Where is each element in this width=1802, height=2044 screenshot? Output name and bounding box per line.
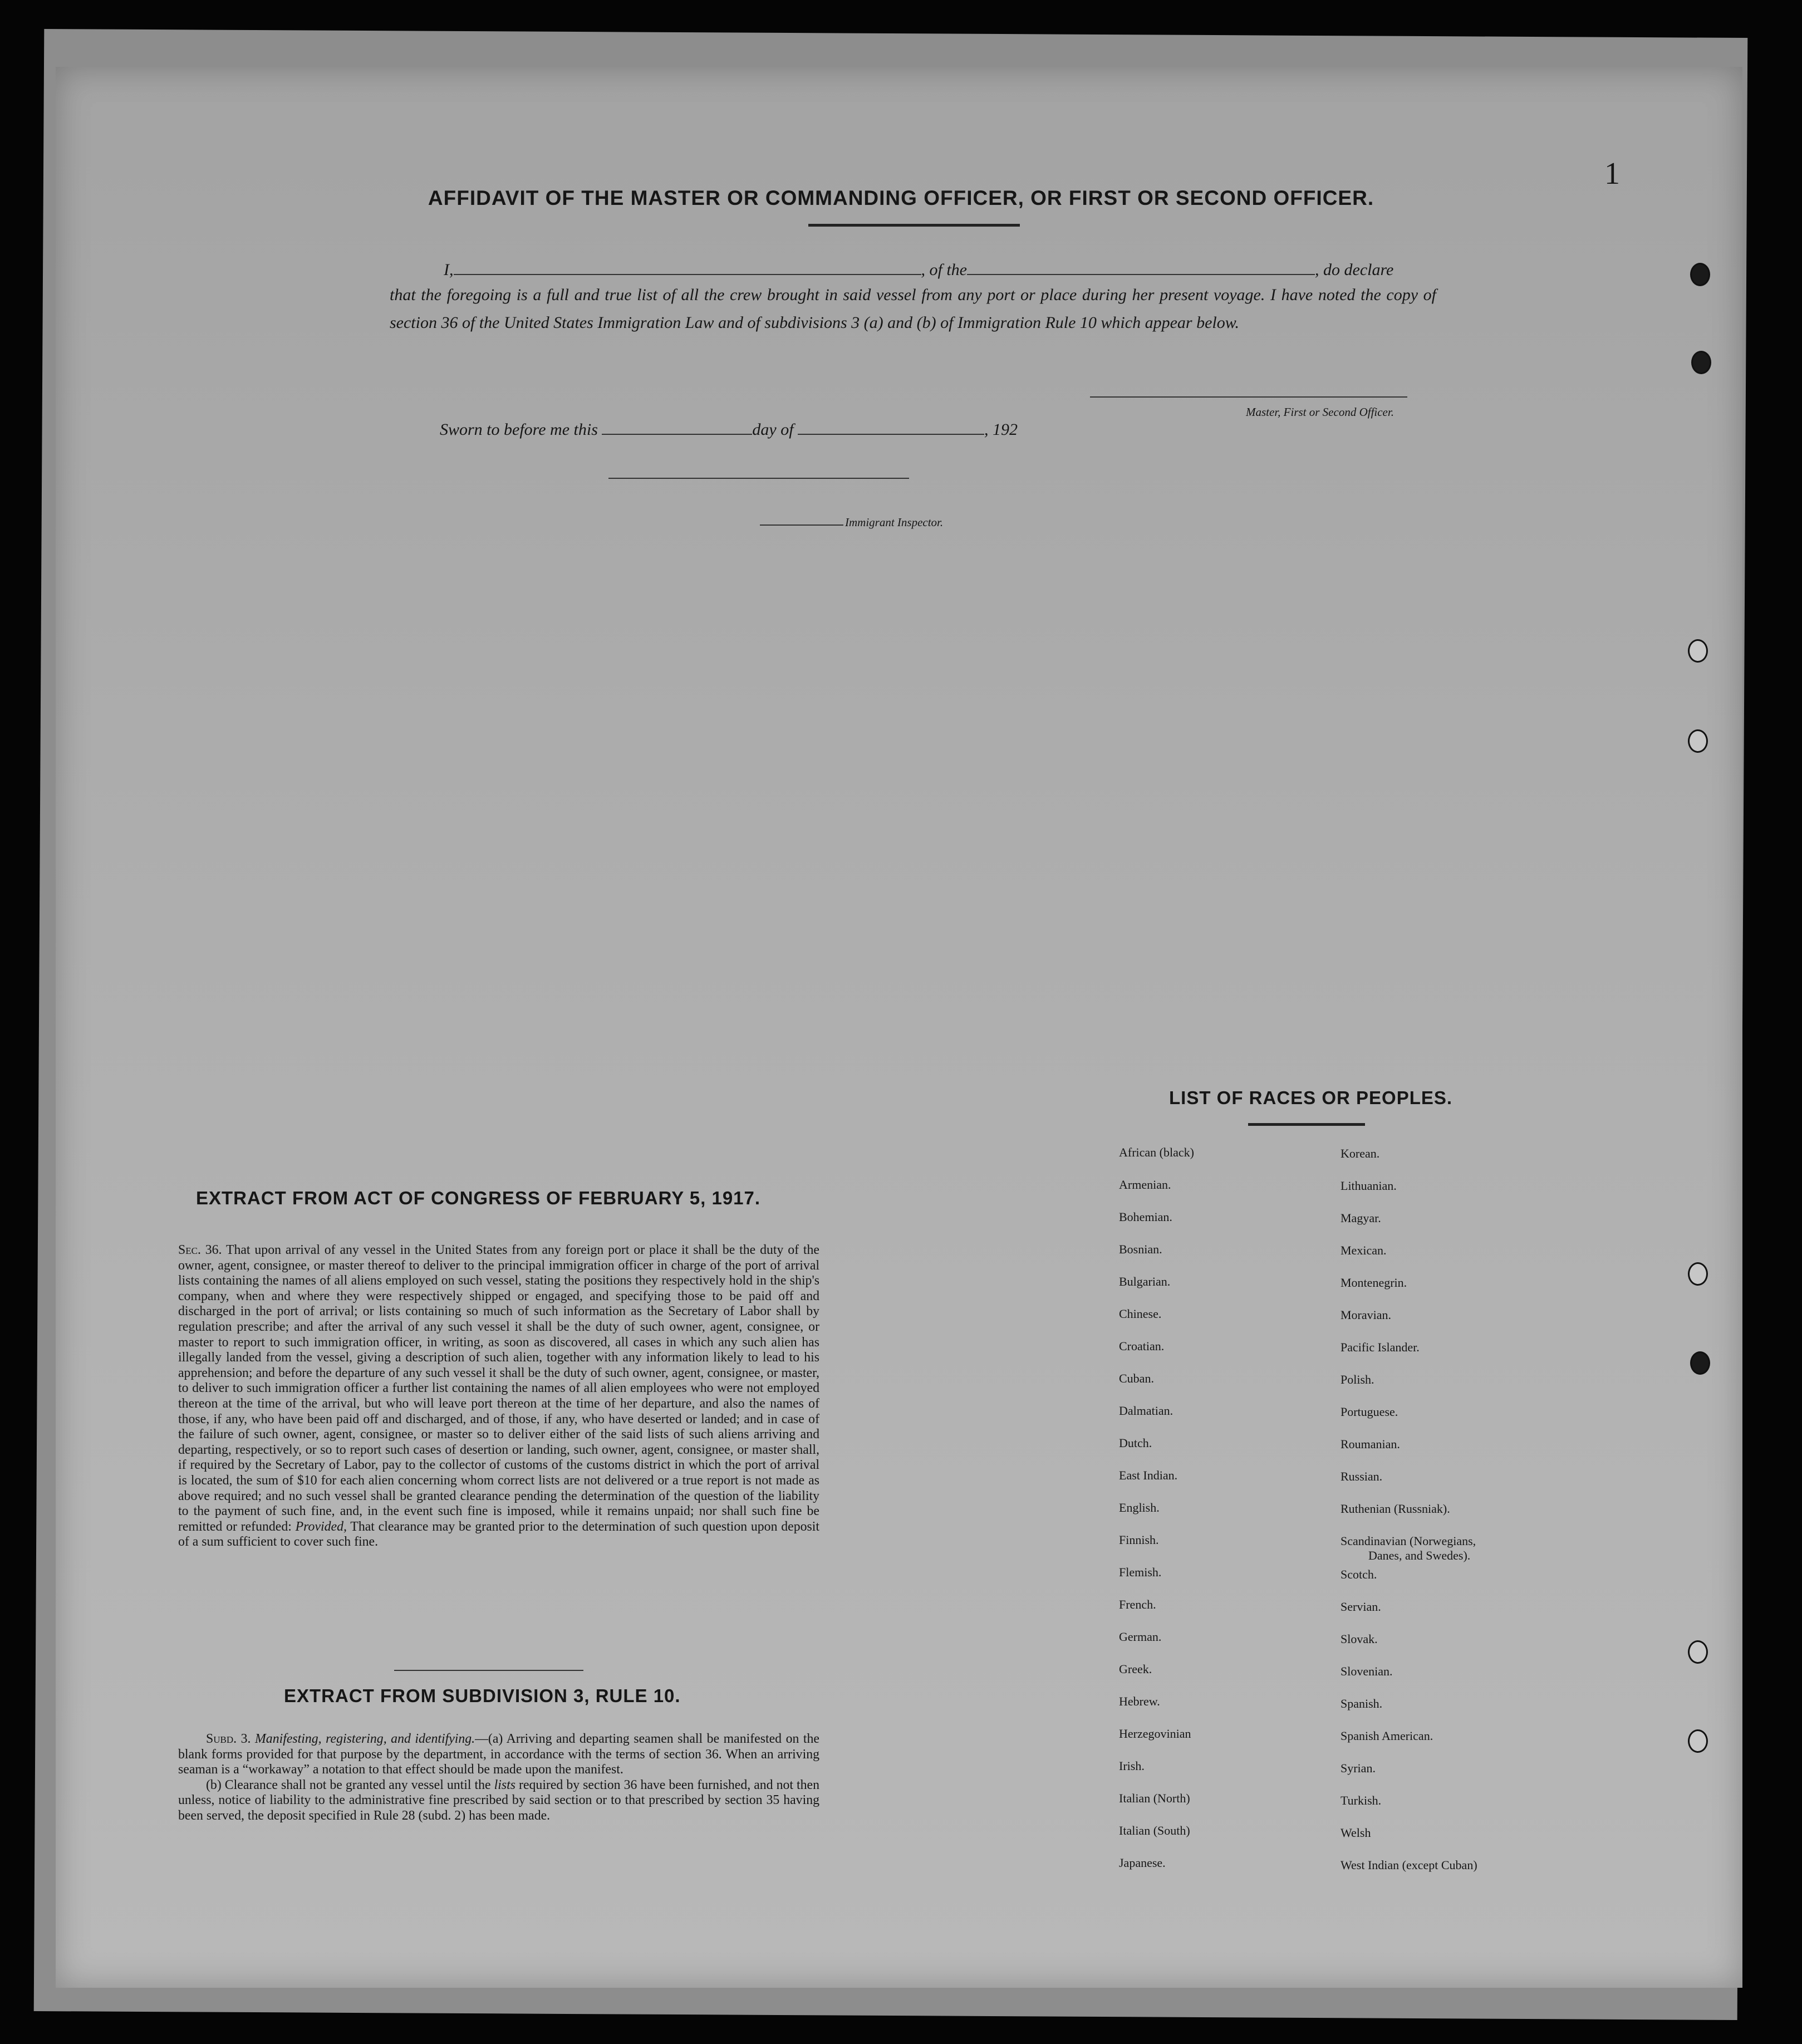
race-item: Magyar. <box>1341 1211 1381 1225</box>
race-item: Moravian. <box>1341 1308 1392 1322</box>
sworn-start: Sworn to before me this <box>440 420 598 439</box>
day-blank <box>602 434 752 435</box>
paragraph-b <box>178 1778 819 1824</box>
act-extract-heading: EXTRACT FROM ACT OF CONGRESS OF FEBRUARY 5, 1917. <box>196 1188 761 1208</box>
binder-hole <box>1688 1262 1708 1286</box>
race-item: English. <box>1119 1501 1160 1514</box>
race-item: Greek. <box>1119 1662 1152 1676</box>
para-b-lists: lists <box>494 1777 515 1792</box>
race-item: Syrian. <box>1341 1761 1376 1775</box>
race-item: Scandinavian (Norwegians, <box>1341 1534 1476 1548</box>
heading-rule <box>808 224 1020 227</box>
affidavit-declaration-line <box>444 261 1393 280</box>
rule10-heading: EXTRACT FROM SUBDIVISION 3, RULE 10. <box>284 1685 681 1706</box>
binder-hole <box>1688 1640 1708 1664</box>
para-b-label: (b) <box>206 1777 222 1792</box>
inspector-signature-line <box>608 478 909 479</box>
binder-hole <box>1690 1351 1710 1375</box>
provided-label: Provided, <box>295 1519 347 1534</box>
para-b-text: Clearance shall not be granted any vessel until the <box>224 1777 491 1792</box>
page-number: 1 <box>1604 156 1620 191</box>
rule10-text <box>178 1732 819 1824</box>
race-item: Pacific Islander. <box>1341 1340 1420 1354</box>
para-a-text: Arriving and departing seamen shall be manifested on the blank forms provided for that purpose by the department, in accordance with the terms of section 36. When an arriving seaman is a “workaway” a notation to that effect should be made upon the manifest. <box>178 1732 819 1777</box>
race-item: East Indian. <box>1119 1468 1178 1482</box>
inspector-short-line <box>760 525 843 526</box>
section-36-text <box>178 1243 819 1550</box>
race-item: Flemish. <box>1119 1565 1162 1579</box>
race-item: Croatian. <box>1119 1339 1165 1353</box>
extract-divider <box>394 1670 583 1671</box>
paragraph-a <box>178 1732 819 1778</box>
race-item: Roumanian. <box>1341 1437 1400 1451</box>
signature-caption: Master, First or Second Officer. <box>1246 405 1394 419</box>
vessel-blank <box>967 274 1315 275</box>
section-label: Sec. 36. <box>178 1243 222 1257</box>
race-item: Lithuanian. <box>1341 1179 1397 1193</box>
race-item: Montenegrin. <box>1341 1276 1407 1290</box>
race-item: Dalmatian. <box>1119 1404 1173 1418</box>
race-item: Bulgarian. <box>1119 1275 1171 1288</box>
race-item: Dutch. <box>1119 1436 1152 1450</box>
race-item: Servian. <box>1341 1600 1381 1614</box>
month-blank <box>798 434 984 435</box>
race-item: Herzegovinian <box>1119 1727 1191 1741</box>
race-item: Hebrew. <box>1119 1694 1160 1708</box>
race-item: Armenian. <box>1119 1178 1171 1192</box>
sworn-line <box>440 420 1018 439</box>
section-36-body: That upon arrival of any vessel in the United States from any foreign port or place it shall be the duty of the owner, agent, consignee, or master thereof to deliver to the principal immigration officer in charge of the port of arrival lists containing the names of all aliens employed on such vessel, stating the positions they respectively hold in the ship's company, when and where they were respectively shipped or engaged, and specifying those to be paid off and discharged in the port of arrival; or lists containing so much of such information as the Secretary of Labor shall by regulation prescribe; and after the arrival of any such vessel it shall be the duty of such owner, agent, consignee, or master to report to such immigration officer, in writing, as soon as discovered, all cases in which any such alien has illegally landed from the vessel, giving a description of such alien, together with any information likely to lead to his apprehension; and before the departure of any such vessel it shall be the duty of such owner, agent, consignee, or master, to deliver to such immigration officer a further list containing the names of all alien employees who were not employed thereon at the time of the arrival, but who will leave port thereon at the time of her departure, and also the names of those, if any, who have been paid off and discharged, and of those, if any, who have deserted or landed; and in case of the failure of such owner, agent, consignee, or master so to deliver either of the said lists of such aliens arriving and departing, respectively, or so to report such cases of desertion or landing, such owner, agent, consignee, or master shall, if required by the Secretary of Labor, pay to the collector of customs of the customs district in which the port of arrival is located, the sum of $10 for each alien concerning whom correct lists are not delivered or a true report is not made as above required; and no such vessel shall be granted clearance pending the determination of the question of the liability to the payment of such fine, and, in the event such fine is imposed, while it remains unpaid; nor shall such fine be remitted or refunded: <box>178 1243 819 1534</box>
race-item: Slovak. <box>1341 1632 1378 1646</box>
subd-title: Manifesting, registering, and identifying. <box>254 1732 475 1746</box>
race-item: Portuguese. <box>1341 1405 1398 1419</box>
race-item: Welsh <box>1341 1826 1371 1840</box>
declaration-end: , do declare <box>1315 261 1394 279</box>
declaration-i: I, <box>444 261 454 279</box>
race-item: Turkish. <box>1341 1793 1382 1807</box>
race-item: Russian. <box>1341 1469 1383 1483</box>
affidavit-heading: AFFIDAVIT OF THE MASTER OR COMMANDING OFFICER, OR FIRST OR SECOND OFFICER. <box>428 187 1374 209</box>
race-item: French. <box>1119 1597 1156 1611</box>
race-item: Ruthenian (Russniak). <box>1341 1502 1450 1516</box>
binder-hole <box>1688 729 1708 753</box>
binder-hole <box>1688 639 1708 663</box>
race-item: Spanish American. <box>1341 1729 1433 1743</box>
declaration-of-the: , of the <box>921 261 967 279</box>
affidavit-body: that the foregoing is a full and true list of all the crew brought in said vessel from any port or place during her present voyage. I have noted the copy of section 36 of the United States Immigration Law and of subdivisions 3 (a) and (b) of Immigration Rule 10 which appear below. <box>390 286 1436 332</box>
name-blank <box>454 274 921 275</box>
race-item: Bohemian. <box>1119 1210 1172 1224</box>
race-item: Polish. <box>1341 1373 1374 1386</box>
race-item: German. <box>1119 1630 1162 1644</box>
binder-hole <box>1690 263 1710 286</box>
sworn-year: , 192 <box>984 420 1018 439</box>
race-item: Bosnian. <box>1119 1242 1162 1256</box>
inspector-caption: Immigrant Inspector. <box>845 516 944 529</box>
para-a-label: —(a) <box>475 1732 503 1746</box>
sworn-day: day of <box>752 420 794 439</box>
binder-hole <box>1688 1729 1708 1753</box>
race-item: Irish. <box>1119 1759 1145 1773</box>
binder-hole <box>1691 351 1711 374</box>
races-heading-rule <box>1248 1123 1365 1126</box>
para-b-text-end: required by section 36 have been furnished, and not then unless, notice of liability to the administrative fine prescribed by said section or to that prescribed by section 35 having been served, the deposit specified in Rule 28 (subd. 2) has been made. <box>178 1777 820 1823</box>
subd-label: Subd. 3. <box>206 1732 251 1746</box>
race-item: Korean. <box>1341 1146 1380 1160</box>
race-item: Japanese. <box>1119 1856 1166 1870</box>
race-item: Finnish. <box>1119 1533 1159 1547</box>
race-item: African (black) <box>1119 1145 1194 1159</box>
race-item: West Indian (except Cuban) <box>1341 1858 1477 1872</box>
race-item: Cuban. <box>1119 1371 1154 1385</box>
race-item: Spanish. <box>1341 1697 1383 1710</box>
signature-line <box>1090 396 1407 398</box>
race-item-continued: Danes, and Swedes). <box>1368 1548 1471 1562</box>
race-item: Slovenian. <box>1341 1664 1393 1678</box>
race-item: Italian (South) <box>1119 1824 1190 1837</box>
race-item: Italian (North) <box>1119 1791 1190 1805</box>
races-heading: LIST OF RACES OR PEOPLES. <box>1169 1087 1453 1108</box>
race-item: Scotch. <box>1341 1567 1377 1581</box>
race-item: Mexican. <box>1341 1243 1387 1257</box>
race-item: Chinese. <box>1119 1307 1162 1321</box>
section-36-body-end: That clearance may be granted prior to the determination of such question upon deposit of a sum sufficient to cover such fine. <box>178 1519 819 1550</box>
